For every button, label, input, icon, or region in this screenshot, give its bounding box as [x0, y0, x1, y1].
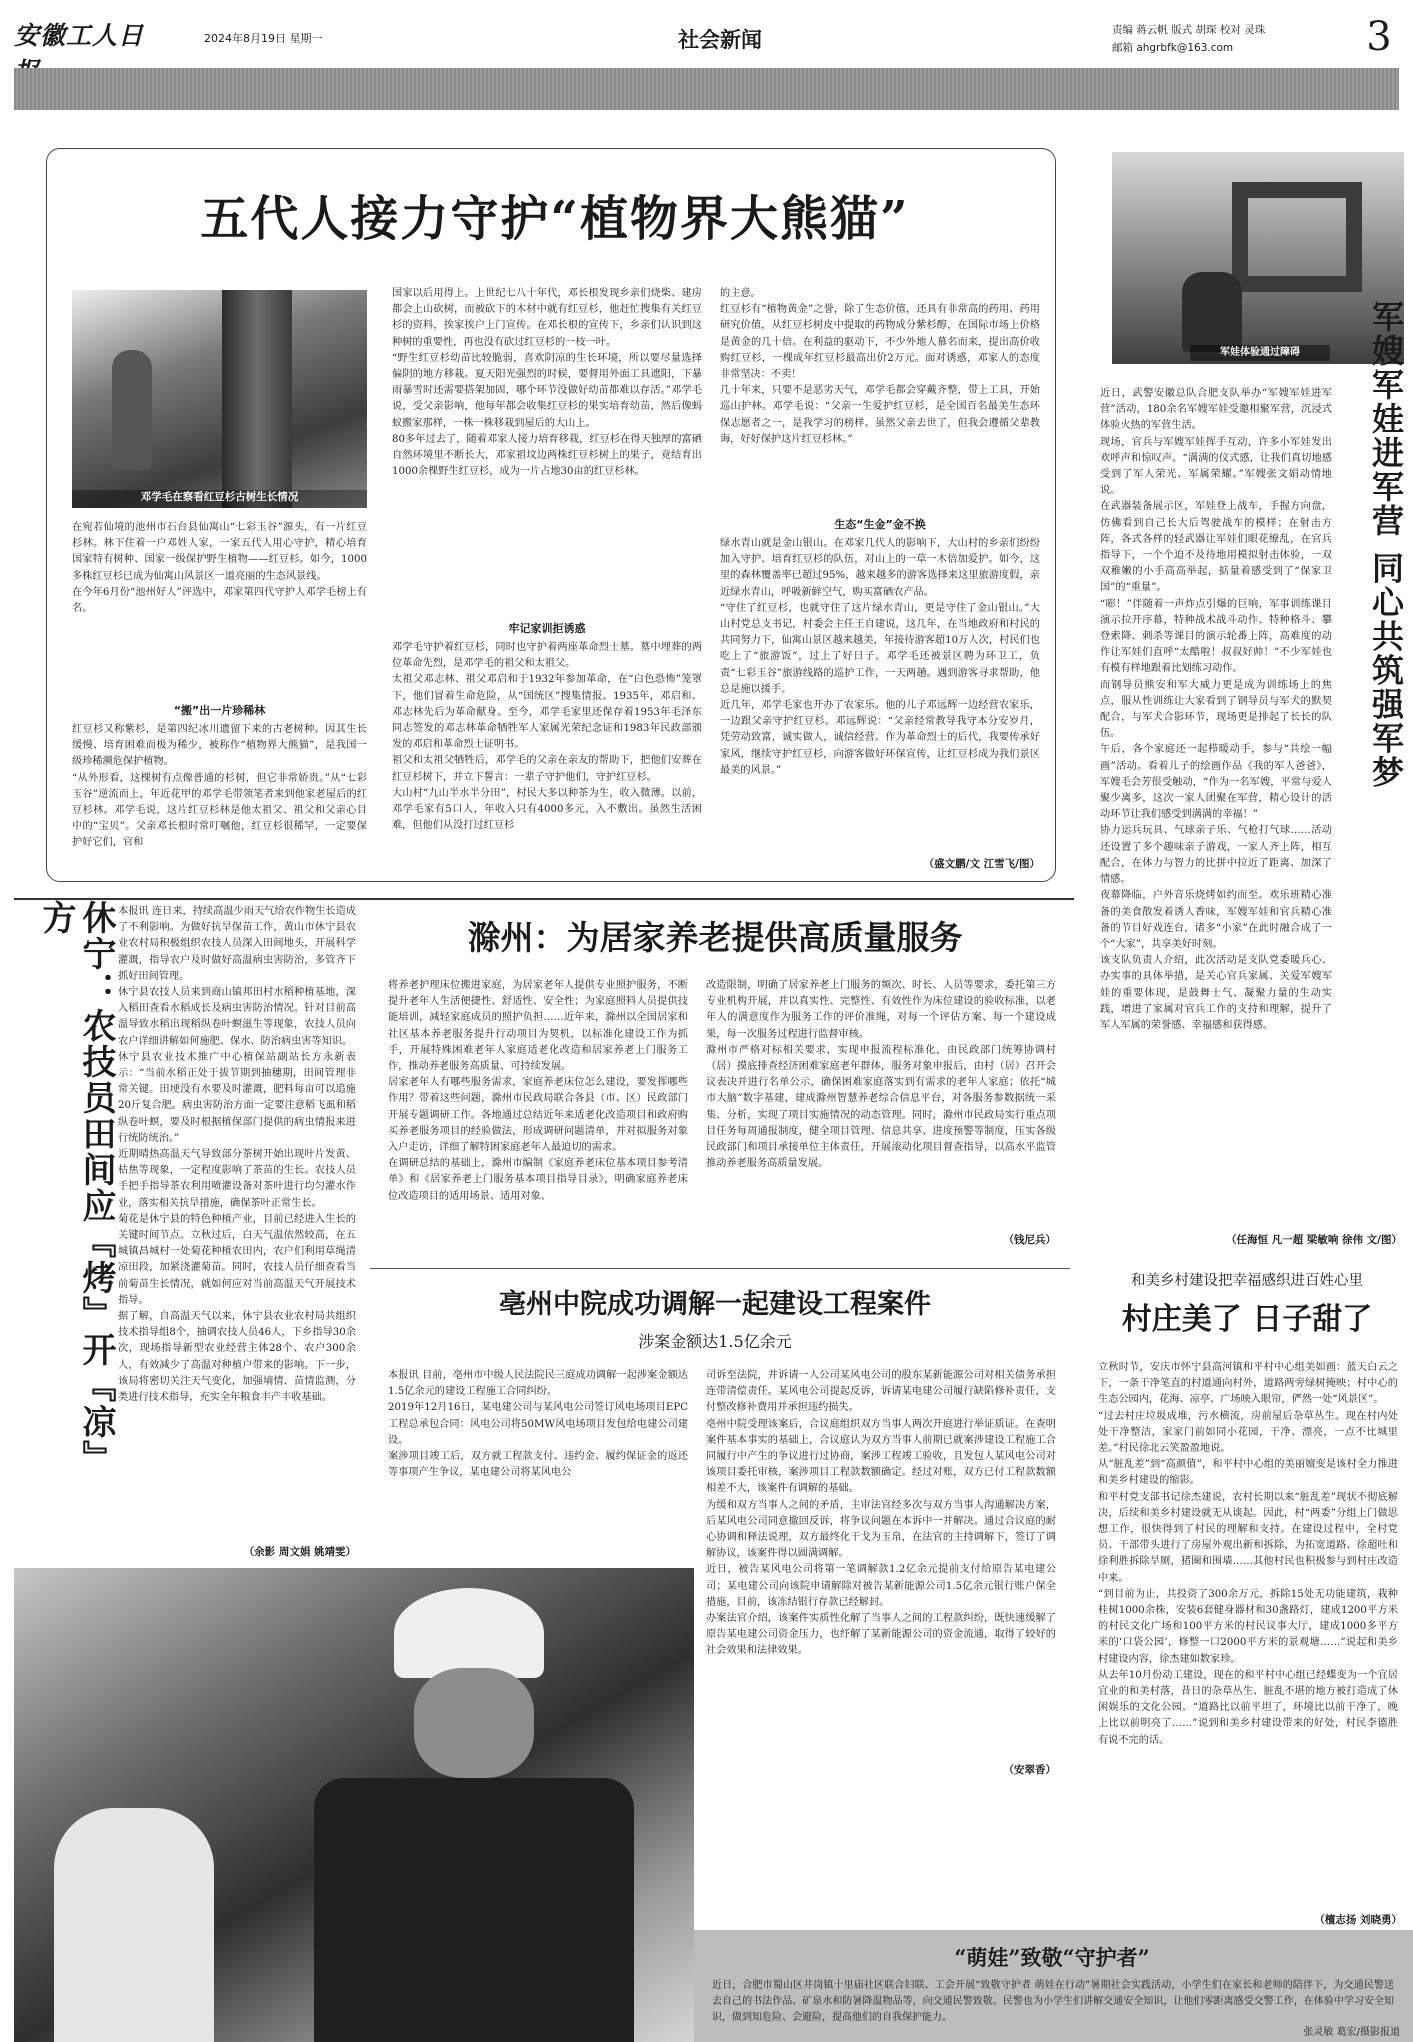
police-kids-photo — [14, 1568, 694, 2042]
redyew-col1: 在宛若仙境的池州市石台县仙寓山“七彩玉谷”源头，有一片红豆杉林。林下住着一户邓姓人家，一家五代人用心守护，精心培育国家特有树种、国家一级保护野生植物——红豆杉。如今，1000多株红豆杉已成为仙寓山风景区一道亮丽的生态风景线。 在今年6月份“池州好人”评选中，邓家第四代守护人邓学毛榜上有名。 — [72, 522, 367, 615]
bozhou-col2: 司诉至法院，并诉请一人公司某风电公司的股东某新能源公司对相关债务承担连带清偿责任。某风电公司提起反诉，诉请某电建公司履行缺陷修补责任，支付整改修补费用并承担违约损失。 亳州中院受理该案后，合议庭组织双方当事人两次开庭进行举证质证。在查明案件基本事实的基础上，合议庭认为双方当事人前期已就案涉建设工程施工合同履行中产生的争议进行过协商，案涉工程竣工验收，且发包人某风电公司对该项目委托审核，案涉项目工程款数额确定。经过对账，双方已付工程款数额相差不大，该案件有调解的基础。 为缓和双方当事人之间的矛盾，主审法官经多次与双方当事人沟通解决方案，后某风电公司同意撤回反诉，将争议问题在本诉中一并解决。通过合议庭的耐心协调和释法说理，双方最终化干戈为玉帛，在法官的主持调解下，签订了调解协议，该案件得以圆满调解。 近日，被告某风电公司将第一笔调解款1.2亿余元提前支付给原告某电建公司；某电建公司向该院申请解除对被告某新能源公司1.5亿余元银行账户保全措施，目前，该冻结银行存款已经解封。 办案法官介绍，该案件实质性化解了当事人之间的工程款纠纷，既快速缓解了原告某电建公司资金压力，也纾解了某新能源公司的资金流通，取得了较好的社会效果和法律效果。 — [706, 1370, 1056, 1657]
mengwa-title: “萌娃”致敬“守护者” — [954, 1945, 1150, 1970]
bozhou-top-rule — [370, 1268, 1070, 1269]
xiuning-vertical-headline: 休宁：农技员田间应『烤』开『凉』方 — [36, 900, 116, 1459]
chuzhou-headline: 滁州：为居家养老提供高质量服务 — [467, 918, 963, 957]
page-number: 3 — [1366, 14, 1392, 60]
xiuning-body: 本报讯 连日来，持续高温少雨天气给农作物生长造成了不利影响。为做好抗旱保苗工作，黄山市休宁县农业农村局积极组织农技人员深入田间地头，开展科学灌溉，指导农户及时做好高温病虫害防治，多管齐下抓好田间管理。 休宁县农技人员来到商山镇邦田村水稻种植基地，深入稻田查看水稻成长及病虫害防治情况。针对目前高温导致水稻出现稻纵卷叶螟滋生等现象，农技人员向农户详细讲解如何施肥、保水、防治病虫害等知识。 休宁县农业技术推广中心植保站副站长方永新表示：“当前水稻正处于拔节期到抽穗期，田间管理非常关键。田埂没有水要及时灌溉，肥料每亩可以追施20斤复合肥。病虫害防治方面一定要注意稻飞虱和稻纵卷叶螟，要及时根据植保部门提供的病虫情报来进行统防统治。” 近期晴热高温天气导致部分茶树开始出现叶片发黄、枯焦等现象，一定程度影响了茶苗的生长。农技人员手把手指导茶农利用喷灌设备对茶叶进行均匀灌水作业，落实相关抗旱措施，确保茶叶正常生长。 菊花是休宁县的特色种植产业，目前已经进入生长的关键时间节点。立秋过后，白天气温依然较高，在五城镇昌城村一处菊花种植农田内，农户们利用草绳清凉田段，加紧浇灌菊苗。同时，农技人员仔细查看当前菊苗生长情况，就如何应对当前高温天气开展技术指导。 据了解，自高温天气以来，休宁县农业农村局共组织技术指导组8个，抽调农技人员46人，下乡指导30余次，现场指导新型农业经营主体28个、农户300余人，有效减少了高温对种植户带来的影响。下一步，该局将密切关注天气变化，加强墒情、苗情监测，分类进行技术指导，充实全年粮食丰产丰收基础。 — [118, 906, 356, 1404]
redyew-col2: 国家以后用得上。上世纪七八十年代，邓长根发现乡亲们烧柴、建房都会上山砍树，而被砍下的木材中就有红豆杉，他赶忙搜集有关红豆杉的资料，挨家挨户上门宣传。在邓长根的宣传下，乡亲们认识到这种树的重要性，再也没有砍过红豆杉的一枝一叶。 “野生红豆杉幼苗比较脆弱，喜欢阴凉的生长环境，所以要尽量选择偏阴的地方移栽。夏天阳光强烈的时候，要督用外面工具遮阳，下暴雨暴雪时还需要搭架加固，哪个环节没做好幼苗都难以存活。”邓学毛说，受父亲影响，他每年都会收集红豆杉的果实培育幼苗，然后像蚂蚁搬家那样，一株一株移栽到屋后的大山上。 80多年过去了，随着邓家人接力培育移栽，红豆杉在得天独厚的富硒自然环境里不断长大，邓家祖坟边两株红豆杉树上的果子，竟结育出1000余棵野生红豆杉，成为一片占地30亩的红豆杉林。 — [392, 288, 702, 478]
redyew-col1b: 红豆杉又称紫杉，是第四纪冰川遗留下来的古老树种。因其生长缓慢、培育困难而极为稀少，被称作“植物界大熊猫”，是我国一级珍稀濒危保护植物。 “从外形看，这棵树有点像普通的杉树，但它非常娇贵。”从“七彩玉谷”逆流而上，年近花甲的邓学毛带领笔者来到他家老屋后的红豆杉林。邓学毛说，这片红豆杉林是他太祖父、祖父和父亲心目中的“宝贝”。父亲邓长根时常叮嘱他，红豆杉很稀罕，一定要保护好它们，官和 — [72, 724, 367, 849]
army-kids-byline: （任海恒 凡一超 梁敏响 徐伟 文/图） — [1226, 1234, 1402, 1246]
xiuning-byline: （余影 周文娟 姚靖雯） — [243, 1546, 356, 1558]
army-kids-photo-caption: 军娃体验通过障碍 — [1190, 345, 1330, 361]
masthead: 安徽工人日 — [14, 21, 145, 50]
editor-email: 邮箱 ahgrbfk@163.com — [1112, 42, 1234, 54]
army-kids-vertical-headline: 军嫂军娃进军营 同心共筑强军梦 — [1367, 300, 1405, 790]
village-headline: 村庄美了 日子甜了 — [1121, 1302, 1373, 1337]
chuzhou-byline: （钱尼兵） — [1003, 1234, 1056, 1246]
xiuning-top-rule — [14, 898, 1074, 900]
army-kids-body: 近日，武警安徽总队合肥支队举办“军嫂军娃进军营”活动，180余名军嫂军娃受邀相聚军营，沉浸式体验火热的军营生活。 现场，官兵与军嫂军娃挥手互动，许多小军娃发出欢呼声和惊叹声。“满满的仪式感，让我们真切地感受到了军人荣光、军属荣耀。”军嫂张文娟动情地说。 在武器装备展示区，军娃登上战车，手握方向盘，仿佛看到自己长大后驾驶战车的模样；在射击方阵，各式各样的轻武器让军娃们眼花缭乱，在官兵指导下，一个个迫不及待地用模拟射击体验，一双双稚嫩的小手高高举起，掂量着感受到了“保家卫国”的“重量”。 “嘭！”伴随着一声炸点引爆的巨响，军事训练课目演示拉开序幕，特种战术战斗动作、特种格斗、攀登索降、刺杀等课目的演示轮番上阵，高难度的动作让军娃们直呼“太酷啦！叔叔好帅！”不少军娃也有模有样地跟着比划练习动作。 而钢导员熊安和军大威力更是成为训练场上的焦点，服从性训练让大家看到了钢导员与军犬的默契配合，与军犬合影环节，现场更是排起了长长的队伍。 午后，各个家庭还一起栉暖动手，参与“共绘一幅画”活动。看着儿子的绘画作品《我的军人爸爸》，军嫂毛会芳很受触动，“作为一名军嫂，平常与爱人聚少离多，这次一家人团聚在军营，精心设计的活动环节让我们感受到满满的幸福！” 协力运兵玩具、气球亲子乐、气枪打气球……活动还设置了多个趣味亲子游戏，一家人齐上阵，相互配合，在体力与智力的比拼中拉近了距离、加深了情感。 夜幕降临，户外音乐烧烤如约而至。欢乐班精心准备的美食散发着诱人香味，军嫂军娃和官兵精心准备的节目好戏连台，诸多“小家”在此时融合成了一个“大家”，共享美好时刻。 该支队负责人介绍，此次活动是支队党委暖兵心、办实事的具体举措，是关心官兵家属、关爱军嫂军娃的重要体现，是鼓舞士气、凝聚力量的生动实践，增进了家属对官兵工作的支持和理解，提升了军人军属的荣誉感、幸福感和获得感。 — [1100, 388, 1332, 1031]
editor-credits: 责编 蒋云帆 版式 胡琛 校对 灵珠 — [1112, 24, 1266, 36]
redyew-byline: （盛文鹏/文 江雪飞/图） — [923, 858, 1040, 870]
redyew-photo — [72, 290, 367, 508]
bozhou-byline: （安翠香） — [1003, 1764, 1056, 1776]
redyew-photo-caption: 邓学毛在察看红豆杉古树生长情况 — [72, 490, 367, 508]
village-byline: （檀志扬 刘晓勇） — [1314, 1914, 1402, 1926]
header-gray-band — [14, 68, 1399, 110]
redyew-subhead2: 牢记家训拒诱惑 — [508, 622, 586, 635]
redyew-col3: 的主意。 红豆杉有“植物黄金”之誉，除了生态价值，还具有非常高的药用、药用研究价值，从红豆杉树皮中提取的药物成分紫杉醇，在国际市场上价格是黄金的几十倍。在利益的驱动下，不少外地人慕名而来，提出高价收购红豆杉，一棵成年红豆杉最高出价2万元。面对诱惑，邓家人的态度非常坚决：不卖！ 几十年来，只要不是恶劣天气，邓学毛都会穿戴齐整，带上工具，开始巡山护林。邓学毛说：“父亲一生爱护红豆杉，是全国百名最美生态环保志愿者之一，是我学习的榜样。虽然父亲去世了，但我会遵循父辈教诲，好好保护这片红豆杉林。” — [720, 288, 1040, 445]
mengwa-byline: 张灵敏 葛宏/摄影报道 — [1303, 2027, 1400, 2038]
redyew-subhead1: “搬”出一片珍稀林 — [173, 704, 266, 717]
bozhou-col1: 本报讯 目前，亳州市中级人民法院民三庭成功调解一起涉案金额达1.5亿余元的建设工程施工合同纠纷。 2019年12月16日，某电建公司与某风电公司签订风电场项目EPC工程总承包合同：风电公司将50MW风电场项目发包给电建公司建设。 案涉项目竣工后，双方就工程款支付、违约金、履约保证金的返还等事项产生争议，某电建公司将某风电公 — [388, 1370, 688, 1479]
issue-date: 2024年8月19日 星期一 — [204, 32, 323, 45]
chuzhou-col1: 将养老护理床位搬进家庭，为居家老年人提供专业照护服务，不断提升老年人生活便捷性、舒适性、安全性；为家庭照料人员提供技能培训，减轻家庭成员的照护负担……近年来，滁州以全国居家和社区基本养老服务提升行动项目为契机，以标准化建设工作为抓手，开展特殊困难老年人家庭适老化改造和居家养老上门服务工作，推动养老服务高质量、可持续发展。 居家老年人有哪些服务需求，家庭养老床位怎么建设，要发挥哪些作用？带着这些问题，滁州市民政局联合各县（市、区）民政部门开展专题调研工作。各地通过总结近年来适老化改造项目和政府购买养老服务项目的经验做法，形成调研问题清单，并对拟服务对象入户走访，详细了解特困家庭老年人最迫切的需求。 在调研总结的基础上，滁州市编制《家庭养老床位基本项目参考清单》和《居家养老上门服务基本项目指导目录》，明确家庭养老床位改造项目的适用场景、适用对象、 — [388, 980, 688, 1202]
redyew-headline: 五代人接力守护“植物界大熊猫” — [200, 191, 910, 247]
section-title: 社会新闻 — [678, 28, 762, 52]
village-body: 立秋时节，安庆市怀宁县高河镇和平村中心组美如画：蓝天白云之下，一条干净笔直的村道通向村外，道路两旁绿树掩映；村中心的生态公园内，花海、凉亭、广场映入眼帘，俨然一处“风景区”。 “过去村庄垃圾成堆，污水横流，房前屋后杂草丛生。现在村内处处干净整洁，家家门前如同小花园，干净、漂亮，一点不比城里差。”村民徐北云笑盈盈地说。 从“脏乱差”到“高颜值”，和平村中心组的美丽嬗变是该村全力推进和美乡村建设的缩影。 和平村党支部书记徐杰建说，农村长期以来“脏乱差”现状不彻底解决，后续和美乡村建设就无从谈起。因此，村“两委”分组上门做思想工作，很快得到了村民的理解和支持。在建设过程中，全村党员、干部带头进行了房屋外观出新和拆除，为拓宽道路、徐超吐和徐利胜拆除旱厕，猪圈和围墙……其他村民也积极参与到村庄改造中来。 “到目前为止，共投资了300余万元，拆除15处无功能建筑，栽种桂树1000余株，安装6套健身器材和30盏路灯，建成1200平方米的村民文化广场和100平方米的村民议事大厅，建成1000多平方米的‘口袋公园’，修整一口2000平方米的景观塘……”说起和美乡村建设内容，徐杰建如数家珍。 从去年10月份动工建设，现在的和平村中心组已经蝶变为一个宜居宜业的和美村落，昔日的杂草丛生、脏乱不堪的地方被打造成了休闲娱乐的文化公园。“道路比以前平坦了，环境比以前干净了，晚上比以前明亮了……”说到和美乡村建设带来的好处，村民李德胜有说不完的话。 — [1098, 1362, 1398, 1746]
mengwa-body: 近日，合肥市蜀山区井岗镇十里庙社区联合妇联、工会开展“致敬守护者 萌娃在行动”暑期社会实践活动，小学生们在家长和老师的陪伴下，为交通民警送去自己的书法作品、矿泉水和防暑降温物品等，向交通民警致敬。民警也为小学生们讲解交通安全知识，让他们零距离感受交警工作，在体验中学习安全知识，做到知危险、会避险，提高他们的自我保护能力。 — [712, 1980, 1394, 2023]
redyew-subhead3: 生态“生金”金不换 — [834, 518, 926, 531]
bozhou-subhead: 涉案金额达1.5亿余元 — [638, 1332, 792, 1351]
redyew-col3b: 绿水青山就是金山银山。在邓家几代人的影响下，大山村的乡亲们纷纷加入守护、培育红豆杉的队伍，对山上的一草一木倍加爱护。如今，这里的森林覆盖率已超过95%，越来越多的游客选择来这里旅游度假，亲近绿水青山，呼吸新鲜空气，购买富硒农产品。 “守住了红豆杉，也就守住了这片绿水青山，更是守住了金山银山。”大山村党总支书记，村委会主任王自建说，这几年，在当地政府和村民的共同努力下，仙寓山景区越来越美，年接待游客超10万人次，村民们也吃上了“旅游饭”，过上了好日子。邓学毛还被景区聘为环卫工，负责“七彩玉谷”旅游线路的巡护工作，一天两趟。遇到游客寻求帮助，他总是施以援手。 近几年，邓学毛家也开办了农家乐。他的儿子邓远辉一边经营农家乐，一边跟父亲守护红豆杉。邓远辉说：“父亲经常教导我守本分安岁月，凭劳动致富，诚实做人，诚信经营。作为革命烈士的后代，我要传承好家风，继续守护红豆杉，向游客做好环保宣传，让红豆杉成为我们景区最美的风景。” — [720, 538, 1040, 776]
redyew-col2b: 邓学毛守护着红豆杉，同时也守护着两座革命烈士墓。墓中埋葬的两位革命先烈，是邓学毛的祖父和太祖父。 太祖父邓志林、祖父邓启和于1932年参加革命，在“白色恐怖”笼罩下，他们冒着生命危险，从“国统区”搜集情报。1935年，邓启和、邓志林先后为革命献身。至今，邓学毛家里还保存着1953年毛泽东同志签发的邓志林革命牺牲军人家属光荣纪念证和1983年民政部颁发的邓启和革命烈士证明书。 祖父和太祖父牺牲后，邓学毛的父亲在亲友的帮助下，把他们安葬在红豆杉树下，并立下誓言：一辈子守护他们，守护红豆杉。 大山村“九山半水半分田”，村民大多以种茶为生，收入微薄。以前，邓学毛家有5口人，年收入只有4000多元，入不敷出。虽然生活困难，但他们从没打过红豆杉 — [392, 642, 702, 832]
chuzhou-col2: 改造限制，明确了居家养老上门服务的频次、时长、人员等要求，委托第三方专业机构开展，并以真实性、完整性、有效性作为床位建设的验收标准，以老年人的满意度作为服务工作的评价准绳，对每一个评估方案、每一个建设成果，每一次服务过程进行监督审核。 滁州市严格对标相关要求，实现申报流程标准化，由民政部门统筹协调村（居）摸底排查经济困难家庭老年群体，服务对象申报后，由村（居）召开会议表决并进行名单公示，确保困难家庭落实到有需求的老年人家庭；依托“城市大脑”数字基建，建成滁州智慧养老综合信息平台，对各服务参数据统一采集、分析，实现了项目实施情况的动态管理。同时，滁州市民政局实行重点项目任务每周通报制度，健全项目管理、信息共享、进度预警等制度，压实各级民政部门和项目承接单位主体责任，开展滚动化项目督查指导，以高水平监管推动养老服务高质量发展。 — [706, 980, 1056, 1170]
bozhou-headline: 亳州中院成功调解一起建设工程案件 — [499, 1289, 931, 1320]
village-kicker: 和美乡村建设把幸福感织进百姓心里 — [1131, 1273, 1363, 1289]
